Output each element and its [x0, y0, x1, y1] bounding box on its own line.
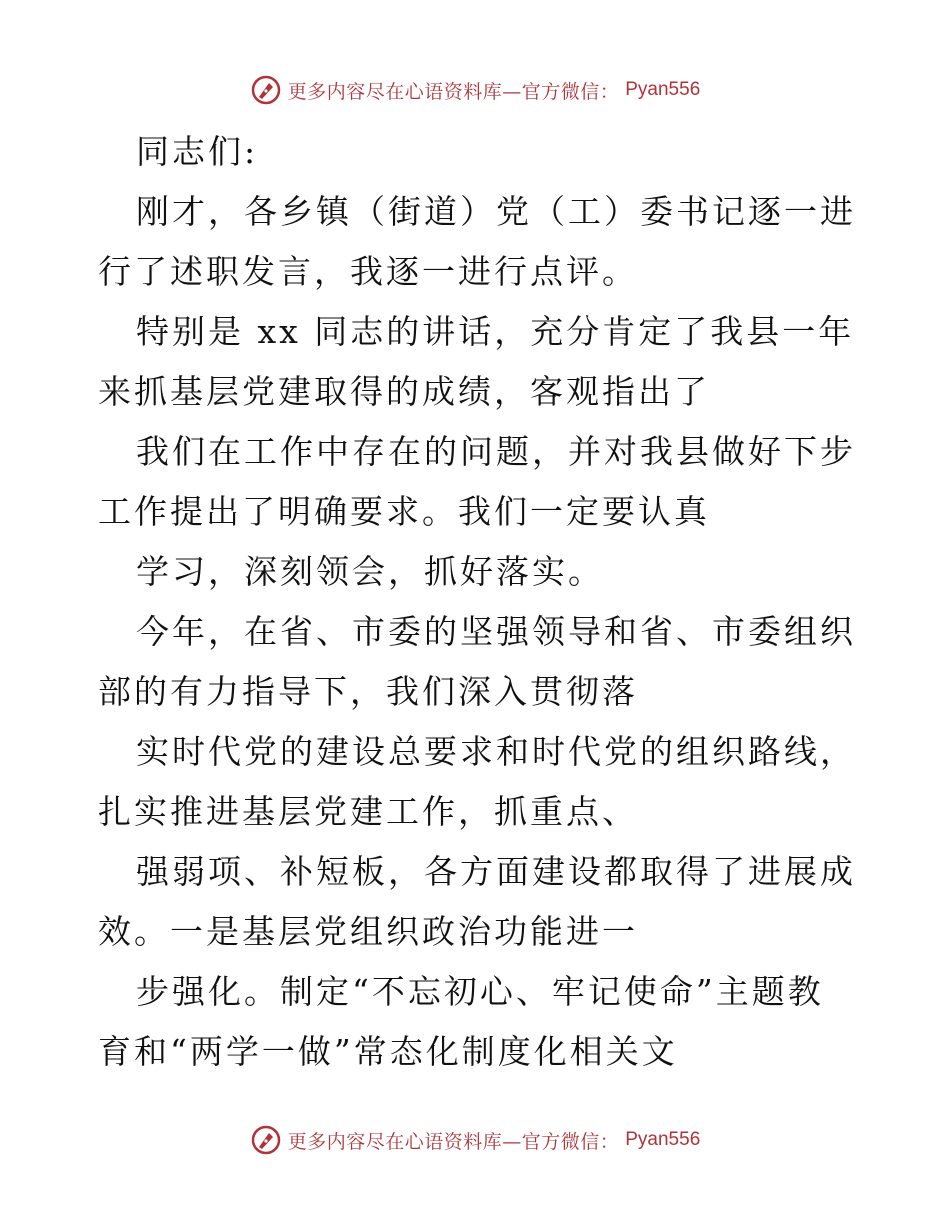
- paragraph: 我们在工作中存在的问题，并对我县做好下步工作提出了明确要求。我们一定要认真: [98, 432, 856, 531]
- watermark-wechat-id: Pyan556: [625, 1129, 701, 1150]
- pen-nib-circle-icon: [250, 1124, 282, 1156]
- paragraph: 今年，在省、市委的坚强领导和省、市委组织部的有力指导下，我们深入贯彻落: [98, 612, 856, 711]
- paragraph: 步强化。制定“不忘初心、牢记使命”主题教育和“两学一做”常态化制度化相关文: [98, 972, 824, 1071]
- watermark-wechat-id: Pyan556: [625, 79, 701, 100]
- pen-nib-circle-icon: [250, 74, 282, 106]
- footer-watermark: [0, 1120, 950, 1160]
- paragraph: 特别是 xx 同志的讲话，充分肯定了我县一年来抓基层党建取得的成绩，客观指出了: [98, 312, 855, 411]
- paragraph: 实时代党的建设总要求和时代党的组织路线，扎实推进基层党建工作，抓重点、: [98, 732, 856, 831]
- paragraph: 强弱项、补短板，各方面建设都取得了进展成效。一是基层党组织政治功能进一: [98, 852, 856, 951]
- document-body: [98, 122, 858, 1082]
- paragraph-salutation: 同志们:: [136, 132, 259, 171]
- paragraph: 学习，深刻领会，抓好落实。: [136, 552, 604, 591]
- header-watermark: [0, 70, 950, 110]
- watermark-text: 更多内容尽在心语资料库—官方微信：: [287, 80, 620, 103]
- paragraph: 刚才，各乡镇（街道）党（工）委书记逐一进行了述职发言，我逐一进行点评。: [98, 192, 856, 291]
- watermark-text: 更多内容尽在心语资料库—官方微信：: [287, 1130, 620, 1153]
